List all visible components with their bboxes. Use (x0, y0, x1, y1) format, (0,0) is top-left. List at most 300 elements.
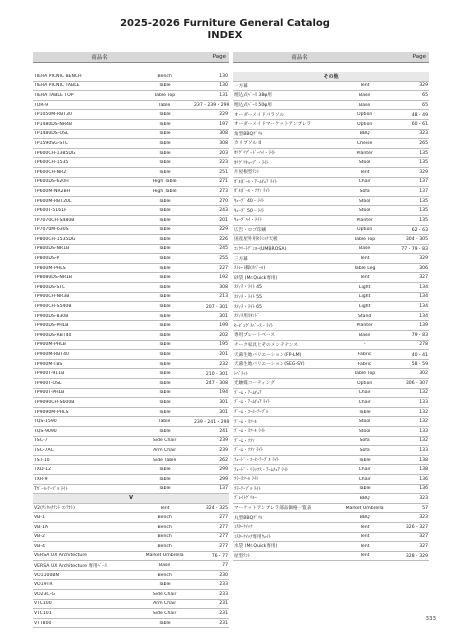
category: Light (358, 284, 371, 290)
index-row (233, 120, 429, 130)
category: Chair (358, 179, 371, 185)
product-name: TP900M-PHLB (34, 342, 66, 348)
category: Table (158, 620, 171, 626)
page-ref: 299 (219, 467, 228, 473)
product-name: ｽﾄﾚｰﾄ脚(ｽﾊﾟｰﾙ) (234, 266, 266, 272)
index-row (233, 101, 429, 111)
category: Table (158, 208, 171, 214)
index-row (33, 485, 229, 495)
left-rows-b (33, 504, 229, 629)
category: Table (358, 486, 371, 492)
product-name: VERSA UX Architecture 専用ﾍﾞｰｽ (34, 563, 107, 569)
product-name: 天幕生地バリエーション(SEG-SY) (234, 362, 305, 368)
index-row (233, 283, 429, 293)
category: Table (158, 304, 171, 310)
page-ref: 278 (419, 342, 428, 348)
index-row (33, 465, 229, 475)
product-name: VERSA UX Architecture (34, 553, 87, 559)
page-ref: 231 (219, 611, 228, 617)
page-ref: 202 (219, 332, 228, 338)
page-ref: 308 (219, 284, 228, 290)
index-row (233, 437, 429, 447)
page-ref: 57 (422, 505, 428, 511)
index-heading: INDEX (207, 30, 243, 41)
index-row (233, 485, 429, 495)
index-row (233, 321, 429, 331)
page-ref: 247・308 (205, 381, 228, 387)
page-ref: 135 (419, 217, 428, 223)
page-ref: 241 (219, 428, 228, 434)
page-ref: 301 (219, 409, 228, 415)
index-row (33, 82, 229, 92)
page-ref: 40・41 (411, 352, 428, 358)
category: Sofa (359, 438, 370, 444)
index-row (233, 130, 429, 140)
product-name: VTC101 (34, 611, 52, 617)
page-ref: 65 (422, 92, 428, 98)
category: Base (359, 332, 371, 338)
product-name: VO1100BN (34, 572, 59, 578)
page-ref: 239 (219, 438, 228, 444)
page-ref: 229 (219, 227, 228, 233)
product-name: TP600M-NR2BH (34, 188, 71, 194)
page-ref: 265 (419, 140, 428, 146)
category: Table Leg (353, 265, 376, 271)
section-v-heading: V (33, 494, 229, 504)
product-name: オーダーメイドパラソル (234, 112, 285, 118)
category: Table (158, 256, 171, 262)
page-ref: 201 (219, 352, 228, 358)
category: Table Top (354, 371, 376, 377)
page-ref: 299 (219, 476, 228, 482)
index-row (233, 494, 429, 504)
page-ref: 231 (219, 620, 228, 626)
page-ref: 137 (219, 486, 228, 492)
product-name: TP800DS-STL (34, 284, 65, 290)
page-ref: 135 (419, 208, 428, 214)
index-row (33, 350, 229, 360)
product-name: TIERA PICNIC BENCH (34, 73, 82, 79)
index-row (33, 312, 229, 322)
index-row (233, 187, 429, 197)
product-name: TP9090M-PHLS (34, 409, 69, 415)
index-row (233, 149, 429, 159)
category: Table (358, 409, 371, 415)
product-name: ﾌﾗｰﾃｰﾌﾞﾙ ﾗｲﾄ (234, 486, 261, 492)
category: Option (356, 227, 373, 233)
page-ref: 323 (419, 131, 428, 137)
index-row (233, 91, 429, 101)
product-name: VB-1 (34, 515, 45, 521)
page-ref: 203 (219, 150, 228, 156)
page-ref: 329 (419, 169, 428, 175)
page-ref: 243 (219, 208, 228, 214)
page-ref: 324・325 (205, 506, 228, 512)
category: Stool (358, 160, 371, 166)
category: Market Umbrella (345, 505, 384, 511)
category: Table (158, 131, 171, 137)
left-rows-a (33, 72, 229, 494)
product-name: 一方幕 (234, 83, 248, 89)
category: Fabric (357, 352, 372, 358)
category: Tent (359, 169, 370, 175)
category: Base (359, 102, 371, 108)
category: Table (158, 332, 171, 338)
index-row (233, 226, 429, 236)
category: Table (158, 419, 171, 425)
category: Stool (358, 428, 371, 434)
page-ref: 231 (219, 601, 228, 607)
product-name: 三方幕 (234, 256, 248, 262)
index-row (33, 158, 229, 168)
product-name: TP800M-PHLS (34, 265, 66, 271)
page-number: 333 (425, 616, 436, 622)
product-name: VO19TR (34, 582, 53, 588)
product-name: TP600M-RBT20L (34, 198, 72, 204)
index-row (33, 523, 229, 533)
product-name: TOR-9 (34, 102, 49, 108)
page-ref: 327 (419, 275, 428, 281)
page-ref: 133 (419, 399, 428, 405)
index-row (33, 369, 229, 379)
page-ref: 130 (219, 73, 228, 79)
category: Table (158, 246, 171, 252)
product-name: VTC100 (34, 601, 52, 607)
product-name: 砂袋 (Mr.Quick専用) (234, 275, 278, 281)
right-index-column (233, 52, 429, 561)
product-name: ｷｭｰﾌﾞ 40・ﾗｲﾄ (234, 199, 265, 205)
index-row (33, 206, 229, 216)
product-name: TP900T-OSL (34, 380, 62, 386)
product-name: TP900DS-RBT40 (34, 332, 72, 338)
category: Table (158, 467, 171, 473)
product-name: ﾌﾞｰﾑ・ｽﾂｰﾙ ﾗｲﾄ (234, 429, 266, 435)
page-ref: 306・307 (405, 381, 428, 387)
category: Option (356, 380, 373, 386)
index-row (233, 504, 429, 514)
product-name: TP600CH-1385DG (34, 150, 76, 156)
product-name: 天幕生地バリエーション(FP-LM) (234, 352, 302, 358)
product-name: ｽﾌｨﾗ・ﾗｲﾄ 45 (234, 285, 262, 291)
category: Table (158, 112, 171, 118)
index-row (33, 302, 229, 312)
page-ref: 302 (419, 371, 428, 377)
index-row (33, 187, 229, 197)
index-row (33, 331, 229, 341)
index-row (233, 158, 429, 168)
right-column-header (233, 52, 429, 63)
page-ref: 326・327 (405, 525, 428, 531)
page-ref: 213 (219, 294, 228, 300)
product-name: 片屋根型ﾃﾝﾄ (234, 170, 260, 176)
category: Base (159, 563, 171, 569)
index-row (33, 408, 229, 418)
product-name: TIERA TABLE TOP (34, 92, 74, 98)
category: Sofa (359, 447, 370, 453)
category: Side Table (153, 457, 177, 463)
product-name: TXR-9 (34, 476, 48, 482)
product-name: V2(ﾜﾝﾀｯﾁﾃﾝﾄ ｺﾝﾃﾅﾄ) (34, 506, 75, 512)
index-row (33, 254, 229, 264)
category: Bench (157, 543, 172, 549)
category: Option (356, 121, 373, 127)
page-ref: 134 (419, 284, 428, 290)
index-row (33, 437, 229, 447)
page-ref: 277 (219, 534, 228, 540)
category: Tent (359, 83, 370, 89)
page-ref: 138 (419, 467, 428, 473)
index-row (33, 427, 229, 437)
category: Side Chair (152, 591, 177, 597)
index-row (33, 360, 229, 370)
page-ref: 130 (219, 83, 228, 89)
product-name: ｶﾘｸﾞﾘﾌﾟｰﾄﾞｰﾊｲ・ﾗｲﾄ (234, 151, 276, 157)
product-name: 専用プレートベース (234, 333, 275, 339)
page-ref: 132 (419, 438, 428, 444)
index-row (233, 178, 429, 188)
category: Table (158, 371, 171, 377)
catalog-title: 2025-2026 Furniture General Catalog (120, 18, 330, 29)
index-row (233, 341, 429, 351)
index-row (233, 302, 429, 312)
page-ref: 60・61 (411, 122, 428, 128)
index-row (233, 139, 429, 149)
index-row (233, 446, 429, 456)
product-name: TP900CH-NR3B (34, 294, 70, 300)
product-name: ﾌﾞｰﾑ・ｿﾌｧ ﾗｲﾄ (234, 448, 264, 454)
page-ref: 65 (422, 102, 428, 108)
page-ref: 201 (219, 217, 228, 223)
index-row (33, 120, 229, 130)
section-other-heading: その他 (233, 72, 429, 82)
product-name: TP7070CH-S480B (34, 217, 75, 223)
index-row (233, 331, 429, 341)
category: BBQ (359, 131, 370, 137)
product-name: Tｶﾞｰﾙ-ﾃｰﾌﾞﾙ ﾗｲﾄ (34, 486, 68, 492)
page-ref: 308 (219, 140, 228, 146)
product-name: TP900T-PHLB (34, 390, 65, 396)
index-row (33, 226, 229, 236)
category: Table (158, 380, 171, 386)
category: Stool (358, 198, 371, 204)
index-row (233, 533, 429, 543)
category: Market Umbrella (145, 553, 184, 559)
index-row (33, 101, 229, 111)
index-row (233, 513, 429, 523)
index-row (33, 139, 229, 149)
page-ref: 229 (219, 112, 228, 118)
product-name: オーダーメイドマーケットアンブレラ (234, 122, 312, 128)
category: High Table (152, 188, 177, 194)
category: Table (158, 275, 171, 281)
product-name: ﾌﾞｰﾑ・ｱｰﾑﾁｪｱ ﾗｲﾄ (234, 400, 270, 406)
index-row (233, 552, 429, 562)
index-row (233, 350, 429, 360)
index-row (233, 408, 429, 418)
category: Arm Chair (153, 447, 177, 453)
product-name: TP900CH-S540B (34, 304, 72, 310)
index-row (233, 216, 429, 226)
product-name: ｶﾞﾙﾎﾞｰﾙ・ｿﾌｧ ﾗｲﾄ (234, 189, 270, 195)
page-ref: 134 (419, 304, 428, 310)
index-row (33, 197, 229, 207)
index-row (233, 312, 429, 322)
index-row (233, 264, 429, 274)
product-name: TP800DS-NR1B (34, 246, 70, 252)
product-name: TP9090CH-S600B (34, 399, 75, 405)
page-ref: 277 (219, 524, 228, 530)
index-row (33, 216, 229, 226)
index-row (233, 168, 429, 178)
index-row (33, 533, 229, 543)
index-row (233, 398, 429, 408)
index-row (33, 619, 229, 629)
index-row (233, 465, 429, 475)
category: Table (158, 265, 171, 271)
index-row (33, 561, 229, 571)
page-ref: 195 (219, 342, 228, 348)
product-name: TP7070M-630S (34, 227, 69, 233)
category: Planter (356, 150, 373, 156)
category: Sofa (359, 188, 370, 194)
index-row (33, 321, 229, 331)
category: Table (158, 102, 171, 108)
category: High Table (152, 179, 177, 185)
product-name: 角型BBQｸﾞﾘﾙ (234, 131, 263, 137)
product-name: 丸型BBQｸﾞﾘﾙ (234, 515, 263, 521)
product-name: 国産屋外用ｾﾗﾐｯｸ天板 (234, 237, 278, 243)
index-row (33, 245, 229, 255)
page-ref: 304・305 (405, 237, 428, 243)
page-ref: 232 (219, 361, 228, 367)
page-ref: 132 (419, 409, 428, 415)
product-name: ｽﾌｨﾗ・ﾗｲﾄ 55 (234, 294, 262, 300)
category: Table (158, 486, 171, 492)
category: Table (158, 352, 171, 358)
category: Bench (157, 515, 172, 521)
index-row (33, 341, 229, 351)
category: Bench (157, 572, 172, 578)
product-name: ﾄﾊﾞﾗｯﾄ (234, 371, 248, 377)
product-name: TP900M-RBT40 (34, 352, 69, 358)
category: Side Chair (152, 611, 177, 617)
category: Stool (358, 419, 371, 425)
page-ref: 328・329 (405, 553, 428, 559)
index-row (33, 417, 229, 427)
product-name: ﾌﾟﾚｲﾄｸﾞﾘﾙｰ (234, 496, 257, 502)
page-ref: 262 (219, 457, 228, 463)
index-row (233, 197, 429, 207)
product-name: VO23C-G (34, 591, 56, 597)
index-row (33, 110, 229, 120)
product-name: ﾌｪｰﾄﾞ・ｺｰﾋｰﾃｰﾌﾞﾙ ﾗｲﾄ (234, 458, 280, 464)
category: Tent (359, 275, 370, 281)
right-header-page: Page (412, 54, 426, 60)
page-ref: 136 (419, 486, 428, 492)
category: Planter (356, 323, 373, 329)
index-row (33, 542, 229, 552)
category: Table (158, 342, 171, 348)
product-name: TP900DS-830B (34, 313, 69, 319)
page-ref: 306 (419, 265, 428, 271)
index-row (233, 542, 429, 552)
category: Table (158, 582, 171, 588)
left-column-header (33, 52, 229, 63)
product-name: チーク家具とそのメンテナンス (234, 342, 298, 348)
category: Tent (159, 505, 170, 511)
page-ref: 233 (219, 591, 228, 597)
page-ref: 135 (419, 160, 428, 166)
index-row (33, 590, 229, 600)
product-name: ｺﾝｸﾘｰﾄﾃﾞﾝﾖｰ(UMBROSA) (234, 246, 287, 252)
page-ref: 271 (219, 179, 228, 185)
product-name: TXD-12 (34, 467, 51, 473)
page-ref: 270 (219, 198, 228, 204)
page-ref: 133 (419, 428, 428, 434)
product-name: ｷｭｰﾌﾞﾊｲ・ﾗｲﾄ (234, 218, 262, 224)
product-name: VB-1A (34, 524, 49, 530)
index-row (33, 91, 229, 101)
page-ref: 132 (419, 419, 428, 425)
product-name: ｶﾘｸﾞﾘｷｭｰﾌﾞ・ﾗｲﾄ (234, 160, 269, 166)
index-row (233, 235, 429, 245)
category: Tent (359, 534, 370, 540)
left-header-product-name: 商品名 (91, 55, 108, 61)
page-ref: 226 (219, 236, 228, 242)
index-row (233, 82, 429, 92)
category: Option (356, 112, 373, 118)
page-ref: 79・83 (411, 333, 428, 339)
product-name: TP1590SG-STL (34, 140, 68, 146)
page-ref: 136 (419, 476, 428, 482)
category: Bench (157, 524, 172, 530)
right-header-product-name: 商品名 (291, 55, 308, 61)
category: Planter (356, 217, 373, 223)
page-ref: 48・49 (411, 112, 428, 118)
category: Tent (359, 553, 370, 559)
category: Table (158, 140, 171, 146)
product-name: ﾌﾞｰﾑ・ｽﾂｰﾙ (234, 419, 257, 425)
page-ref: 301 (219, 399, 228, 405)
page-ref: 135 (419, 198, 428, 204)
page-ref: 237・239・299 (194, 103, 229, 109)
product-name: ﾌﾞｰﾑ・ｿﾌｧ (234, 438, 255, 444)
product-name: TP600T-5161F (34, 208, 67, 214)
product-name: TP900T-911B (34, 371, 65, 377)
category: Chair (358, 390, 371, 396)
product-name: ｶﾞﾙﾎﾞｰﾙ・ｱｰﾑﾁｪｱ ﾗｲﾄ (234, 179, 277, 185)
category: Light (358, 304, 371, 310)
product-name: VB-4 (34, 543, 45, 549)
product-name: ﾌﾗｰｽﾂｰﾙ ﾗｲﾄ (234, 477, 259, 483)
index-row (33, 580, 229, 590)
product-name: 広告・ロゴ印刷 (234, 227, 267, 233)
product-name: ｾｰﾋﾞﾝｸﾞｽﾍﾞｰｽ・ﾗｲﾄ (234, 323, 274, 329)
page-ref: 76・77 (211, 553, 228, 559)
index-row (33, 513, 229, 523)
index-row (33, 293, 229, 303)
product-name: TP600DS-620H (34, 179, 69, 185)
category: Table (158, 361, 171, 367)
index-row (33, 600, 229, 610)
page-ref: 327 (419, 543, 428, 549)
page-ref: 135 (419, 150, 428, 156)
page-ref: 251 (219, 169, 228, 175)
index-row (33, 283, 229, 293)
category: Bench (157, 534, 172, 540)
page-ref: 62・63 (411, 227, 428, 233)
index-row (33, 552, 229, 562)
